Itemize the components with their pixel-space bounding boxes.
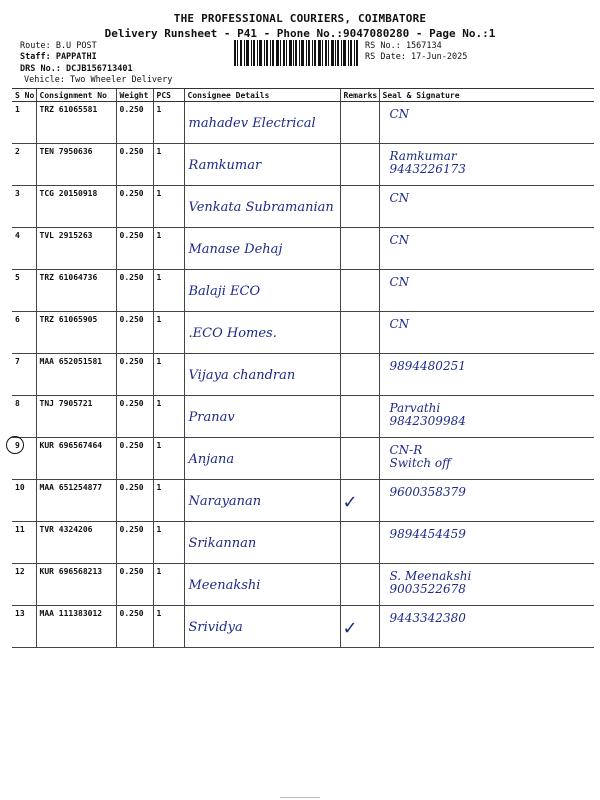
row-pcs: 1 — [153, 522, 184, 564]
row-remark — [340, 606, 379, 648]
remark-tick: ✓ — [342, 492, 358, 513]
signature-handwriting: 9894480251 — [389, 359, 466, 373]
vehicle: Vehicle: Two Wheeler Delivery — [24, 75, 173, 85]
row-remark — [340, 396, 379, 438]
row-weight: 0.250 — [116, 564, 153, 606]
row-consignee — [184, 354, 340, 396]
row-signature — [379, 186, 594, 228]
row-signature — [379, 228, 594, 270]
row-consignee — [184, 270, 340, 312]
table-row — [12, 144, 594, 186]
row-sno-text: 9 — [15, 441, 20, 450]
row-consignment-no: TRZ 61064736 — [36, 270, 116, 312]
consignee-handwriting: Venkata Subramanian — [188, 200, 334, 215]
row-remark — [340, 228, 379, 270]
circle-mark-icon — [6, 436, 24, 454]
row-consignee — [184, 522, 340, 564]
table-row — [12, 270, 594, 312]
row-sno: 11 — [12, 522, 36, 564]
row-sno: 5 — [12, 270, 36, 312]
drs-number: DRS No.: DCJB156713401 — [20, 64, 133, 74]
row-pcs: 1 — [153, 144, 184, 186]
row-pcs: 1 — [153, 564, 184, 606]
row-weight: 0.250 — [116, 606, 153, 648]
row-sno: 2 — [12, 144, 36, 186]
row-consignment-no: MAA 651254877 — [36, 480, 116, 522]
row-signature — [379, 480, 594, 522]
table-row — [12, 186, 594, 228]
row-signature — [379, 522, 594, 564]
company-title: THE PROFESSIONAL COURIERS, COIMBATORE — [173, 12, 427, 25]
col-signature: Seal & Signature — [379, 89, 594, 102]
table-row — [12, 480, 594, 522]
row-remark — [340, 480, 379, 522]
row-consignee — [184, 606, 340, 648]
signature-handwriting: 9894454459 — [389, 527, 466, 541]
signature-handwriting: 9600358379 — [389, 485, 466, 499]
row-pcs: 1 — [153, 396, 184, 438]
consignee-handwriting: Manase Dehaj — [188, 242, 283, 257]
row-weight: 0.250 — [116, 522, 153, 564]
row-pcs: 1 — [153, 438, 184, 480]
row-consignment-no: TEN 7950636 — [36, 144, 116, 186]
table-row — [12, 312, 594, 354]
consignee-handwriting: Meenakshi — [188, 578, 261, 593]
row-remark — [340, 522, 379, 564]
signature-handwriting: 9443342380 — [389, 611, 466, 625]
row-pcs: 1 — [153, 102, 184, 144]
row-consignment-no: TVR 4324206 — [36, 522, 116, 564]
runsheet-title: Delivery Runsheet - P41 - Phone No.:9047080280 - Page No.:1 — [104, 27, 496, 40]
col-consignee: Consignee Details — [184, 89, 340, 102]
row-remark — [340, 564, 379, 606]
col-pcs: PCS — [153, 89, 184, 102]
page-footer-mark — [280, 797, 320, 798]
row-consignee — [184, 480, 340, 522]
table-row — [12, 438, 594, 480]
row-weight: 0.250 — [116, 312, 153, 354]
row-consignee — [184, 438, 340, 480]
consignee-handwriting: mahadev Electrical — [188, 116, 316, 131]
table-header-row — [12, 89, 594, 102]
row-signature — [379, 270, 594, 312]
barcode-icon — [234, 40, 358, 66]
row-consignment-no: MAA 111383012 — [36, 606, 116, 648]
rs-number: RS No.: 1567134 — [365, 41, 442, 51]
row-consignee — [184, 186, 340, 228]
table-row — [12, 354, 594, 396]
row-sno: 4 — [12, 228, 36, 270]
row-signature — [379, 438, 594, 480]
row-sno: 13 — [12, 606, 36, 648]
row-consignee — [184, 228, 340, 270]
row-sno: 1 — [12, 102, 36, 144]
row-weight: 0.250 — [116, 186, 153, 228]
rs-date: RS Date: 17-Jun-2025 — [365, 52, 468, 62]
row-consignment-no: TVL 2915263 — [36, 228, 116, 270]
col-sno: S No — [12, 89, 36, 102]
table-row — [12, 228, 594, 270]
row-pcs: 1 — [153, 186, 184, 228]
row-sno: 7 — [12, 354, 36, 396]
row-consignee — [184, 144, 340, 186]
signature-handwriting: Ramkumar 9443226173 — [389, 149, 466, 176]
route: Route: B.U POST — [20, 41, 97, 51]
table-row — [12, 606, 594, 648]
row-pcs: 1 — [153, 228, 184, 270]
consignee-handwriting: Srikannan — [188, 536, 257, 551]
row-sno: 8 — [12, 396, 36, 438]
consignee-handwriting: Srividya — [188, 620, 243, 635]
signature-handwriting: CN-R Switch off — [389, 443, 451, 470]
consignee-handwriting: Pranav — [188, 410, 235, 425]
row-consignee — [184, 396, 340, 438]
row-weight: 0.250 — [116, 438, 153, 480]
consignee-handwriting: Ramkumar — [188, 158, 262, 173]
row-pcs: 1 — [153, 312, 184, 354]
row-signature — [379, 396, 594, 438]
signature-handwriting: CN — [389, 107, 410, 121]
table-row — [12, 522, 594, 564]
consignee-handwriting: Vijaya chandran — [188, 368, 296, 383]
row-sno: 6 — [12, 312, 36, 354]
table-row — [12, 564, 594, 606]
signature-handwriting: S. Meenakshi 9003522678 — [389, 569, 472, 596]
row-pcs: 1 — [153, 480, 184, 522]
row-remark — [340, 186, 379, 228]
row-signature — [379, 564, 594, 606]
row-signature — [379, 144, 594, 186]
row-remark — [340, 270, 379, 312]
staff: Staff: PAPPATHI — [20, 52, 97, 62]
signature-handwriting: CN — [389, 317, 410, 331]
col-weight: Weight — [116, 89, 153, 102]
row-pcs: 1 — [153, 270, 184, 312]
row-consignee — [184, 564, 340, 606]
row-weight: 0.250 — [116, 102, 153, 144]
table-row — [12, 396, 594, 438]
row-sno: 3 — [12, 186, 36, 228]
row-pcs: 1 — [153, 354, 184, 396]
row-consignment-no: MAA 652051581 — [36, 354, 116, 396]
row-signature — [379, 312, 594, 354]
row-remark — [340, 438, 379, 480]
row-signature — [379, 606, 594, 648]
row-consignment-no: KUR 696568213 — [36, 564, 116, 606]
consignee-handwriting: Balaji ECO — [188, 284, 261, 299]
row-weight: 0.250 — [116, 354, 153, 396]
runsheet-table — [12, 88, 594, 648]
row-remark — [340, 354, 379, 396]
row-signature — [379, 102, 594, 144]
row-weight: 0.250 — [116, 270, 153, 312]
consignee-handwriting: Narayanan — [188, 494, 262, 509]
row-consignment-no: TRZ 61065581 — [36, 102, 116, 144]
signature-handwriting: CN — [389, 191, 410, 205]
row-sno: 10 — [12, 480, 36, 522]
row-sno: 12 — [12, 564, 36, 606]
row-weight: 0.250 — [116, 480, 153, 522]
signature-handwriting: CN — [389, 233, 410, 247]
row-signature — [379, 354, 594, 396]
row-remark — [340, 144, 379, 186]
col-remarks: Remarks — [340, 89, 379, 102]
row-consignee — [184, 102, 340, 144]
row-consignment-no: TCG 20150918 — [36, 186, 116, 228]
row-sno — [12, 438, 36, 480]
row-consignment-no: TNJ 7905721 — [36, 396, 116, 438]
col-consignment: Consignment No — [36, 89, 116, 102]
signature-handwriting: CN — [389, 275, 410, 289]
remark-tick: ✓ — [342, 618, 358, 639]
consignee-handwriting: .ECO Homes. — [188, 326, 277, 341]
row-consignment-no: TRZ 61065905 — [36, 312, 116, 354]
row-weight: 0.250 — [116, 396, 153, 438]
consignee-handwriting: Anjana — [188, 452, 235, 467]
signature-handwriting: Parvathi 9842309984 — [389, 401, 466, 428]
row-remark — [340, 102, 379, 144]
row-weight: 0.250 — [116, 228, 153, 270]
row-consignment-no: KUR 696567464 — [36, 438, 116, 480]
row-consignee — [184, 312, 340, 354]
table-row — [12, 102, 594, 144]
row-remark — [340, 312, 379, 354]
row-weight: 0.250 — [116, 144, 153, 186]
row-pcs: 1 — [153, 606, 184, 648]
